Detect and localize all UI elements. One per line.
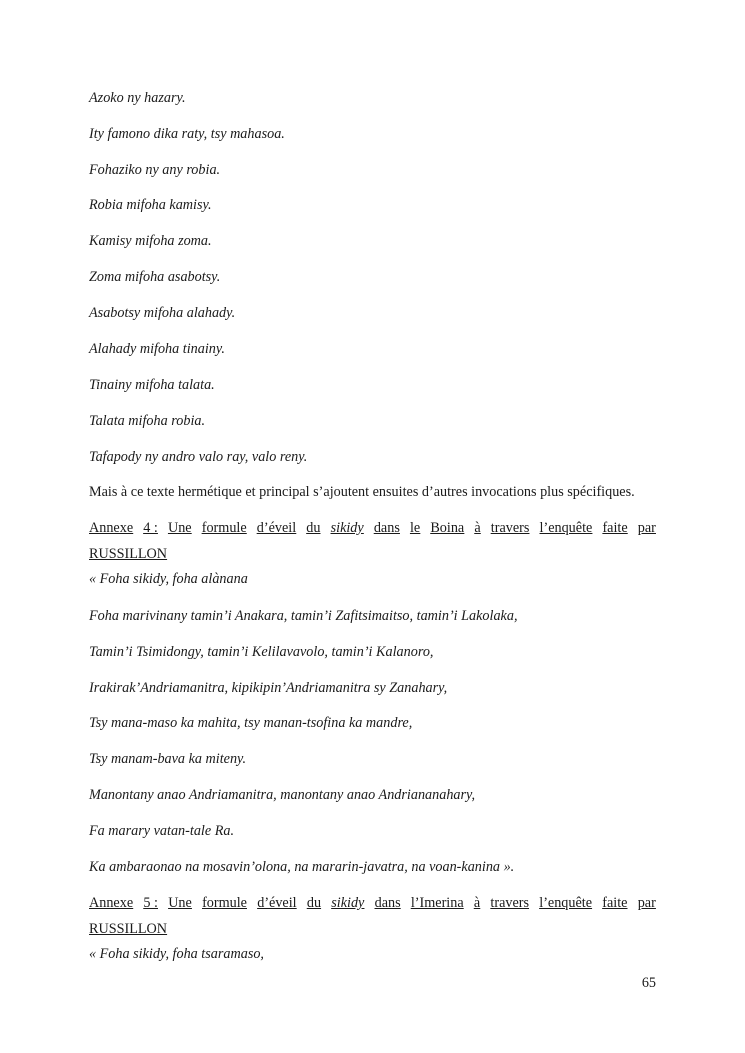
heading-word: dans xyxy=(374,895,401,911)
heading-word: d’éveil xyxy=(257,895,297,911)
heading-word: Une xyxy=(168,895,192,911)
verse-line: Tamin’i Tsimidongy, tamin’i Kelilavavolo, tamin’i Kalanoro, xyxy=(89,644,434,660)
heading-word: d’éveil xyxy=(256,520,297,536)
heading-word: 4 : xyxy=(143,520,158,536)
annexe-4-heading-end xyxy=(89,545,656,563)
verse-line: Fohaziko ny any robia. xyxy=(89,162,221,178)
annexe-5-heading-end xyxy=(89,920,656,938)
verse-line: Ka ambaraonao na mosavin’olona, na mararin-javatra, na voan-kanina ». xyxy=(89,859,515,875)
heading-word: l’Imerina xyxy=(410,895,464,911)
verse-line: Tsy mana-maso ka mahita, tsy manan-tsofina ka mandre, xyxy=(89,715,413,731)
heading-word: sikidy xyxy=(331,895,365,911)
heading-word: formule xyxy=(201,520,247,536)
heading-word: Annexe xyxy=(89,895,134,911)
heading-word: du xyxy=(306,520,321,536)
annexe-5-heading xyxy=(89,894,656,912)
heading-word: sikidy xyxy=(330,520,364,536)
heading-word: à xyxy=(473,895,481,911)
heading-word: Une xyxy=(167,520,192,536)
heading-word: l’enquête xyxy=(539,520,593,536)
heading-word: le xyxy=(409,520,421,536)
verse-line: Asabotsy mifoha alahady. xyxy=(89,305,236,321)
verse-line: Foha marivinany tamin’i Anakara, tamin’i Zafitsimaitso, tamin’i Lakolaka, xyxy=(89,608,518,624)
heading-word: RUSSILLON xyxy=(89,921,168,937)
heading-word: 5 : xyxy=(143,895,158,911)
verse-line: Tsy manam-bava ka miteny. xyxy=(89,751,247,767)
heading-word: dans xyxy=(373,520,400,536)
body-paragraph: Mais à ce texte hermétique et principal s’ajoutent ensuites d’autres invocations plus spécifiques. xyxy=(89,484,635,500)
heading-word: travers xyxy=(490,895,530,911)
heading-word: par xyxy=(637,520,656,536)
heading-word: faite xyxy=(602,520,628,536)
heading-word: formule xyxy=(202,895,247,911)
page-number: 65 xyxy=(641,975,656,991)
heading-word: l’enquête xyxy=(539,895,593,911)
verse-line: « Foha sikidy, foha alànana xyxy=(89,571,248,587)
heading-word: Annexe xyxy=(89,520,134,536)
verse-line: Talata mifoha robia. xyxy=(89,413,206,429)
heading-word: par xyxy=(637,895,656,911)
verse-line: Alahady mifoha tinainy. xyxy=(89,341,225,357)
annexe-4-heading xyxy=(89,519,656,537)
heading-word: faite xyxy=(602,895,628,911)
heading-word: à xyxy=(474,520,481,536)
verse-line: Ity famono dika raty, tsy mahasoa. xyxy=(89,126,285,142)
heading-word: travers xyxy=(490,520,530,536)
verse-line: Fa marary vatan-tale Ra. xyxy=(89,823,234,839)
verse-line: « Foha sikidy, foha tsaramaso, xyxy=(89,946,264,962)
heading-word: du xyxy=(306,895,322,911)
verse-line: Robia mifoha kamisy. xyxy=(89,197,212,213)
heading-word: Boina xyxy=(430,520,465,536)
verse-line: Kamisy mifoha zoma. xyxy=(89,233,212,249)
verse-line: Tinainy mifoha talata. xyxy=(89,377,215,393)
verse-line: Azoko ny hazary. xyxy=(89,90,186,106)
heading-word: RUSSILLON xyxy=(89,546,168,562)
verse-line: Zoma mifoha asabotsy. xyxy=(89,269,221,285)
verse-line: Irakirak’Andriamanitra, kipikipin’Andriamanitra sy Zanahary, xyxy=(89,680,448,696)
verse-line: Manontany anao Andriamanitra, manontany anao Andriananahary, xyxy=(89,787,476,803)
verse-line: Tafapody ny andro valo ray, valo reny. xyxy=(89,449,308,465)
